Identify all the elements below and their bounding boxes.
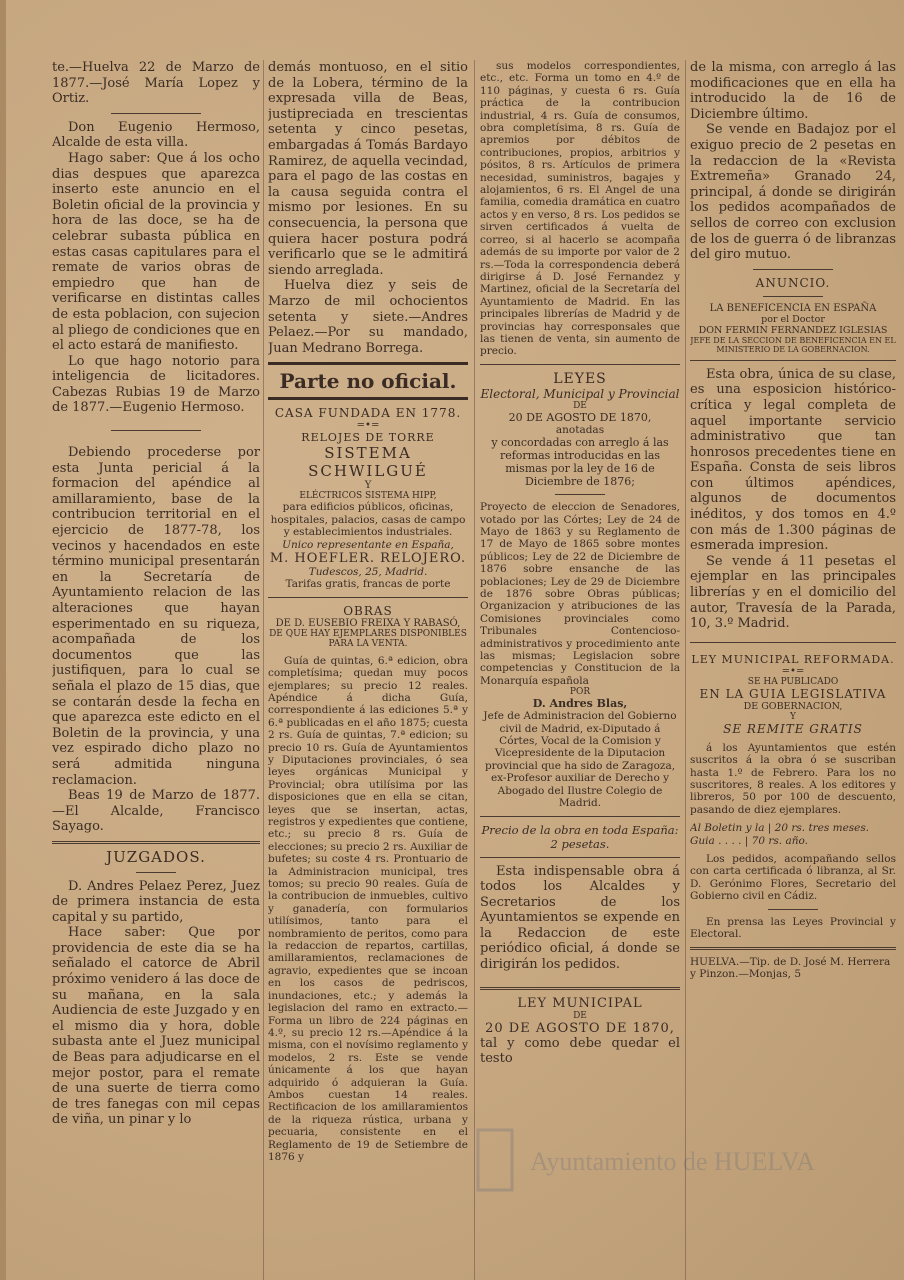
ad-line: Unico representante en España, <box>282 538 454 551</box>
divider <box>480 987 680 990</box>
ad-line: DE <box>573 400 587 411</box>
text-block: demás montuoso, en el sitio de la Lobera, término de la expresada villa de Beas, justipreciada en trescientas setenta y cinco pesetas, embargadas á Tomás Bardayo Ramirez, de aquella vecindad, para el pago de las costas en la causa seguida contra el mismo por lesiones. En su consecuencia, la persona que quiera hacer postura podrá verificarlo que se le admitirá siendo arreglada. <box>268 60 468 278</box>
text-block: Hace saber: Que por providencia de este dia se ha señalado el catorce de Abril próximo venidero á las doce de su mañana, en la sala Audiencia de este Juzgado y en el mismo dia y hora, doble subasta ante el Juez municipal de Beas para adjudicarse en el mejor postor, para el remate de una suerte de tierra como de tres fanegas con mil cepas de viña, un pinar y lo <box>52 925 260 1128</box>
imprint: HUELVA.—Tip. de D. José M. Herrera y Pinzon.—Monjas, 5 <box>690 955 891 980</box>
ad-heading: ANUNCIO. <box>755 275 831 290</box>
book-list: Guía de quintas, 6.ª edicion, obra completísima; quedan muy pocos ejemplares; su precio 12 reales. Apéndice á dicha Guía, correspondiente á las ediciones 5.ª y 6.ª publicadas en el año 1875; cuesta 2 rs. Guía de quintas, 7.ª edicion; su precio 10 rs. Guía de Ayuntamientos y Diputaciones provinciales, ó sea leyes orgánicas Municipal y Provincial; obra utilísima por las disposiciones que en ella se citan, leyes que se insertan, actas, registros y expedientes que contiene, etc.; su precio 8 rs. Guía de elecciones; su precio 2 rs. Auxiliar de bufetes; su coste 4 rs. Prontuario de la Administracion municipal, tres tomos; su precio 90 reales. Guía de la contribucion de inmuebles, cultivo y ganadería, con formularios utilísimos, tanto para el nombramiento de peritos, como para la redaccion de repartos, cartillas, amillaramientos, reclamaciones de agravio, expedientes que se incoan en los casos de pedriscos, inundaciones, etc.; y además la legislacion del ramo en extracto.—Forma un libro de 224 páginas en 4.º, su precio 12 rs.—Apéndice á la misma, con el novísimo reglamento y modelos, 2 rs. Este se vende únicamente á los que hayan adquirido ó adquieran la Guía. Ambos cuestan 14 reales. Rectificacion de los amillaramientos de la riqueza rústica, urbana y pecuaria, consistente en el Reglamento de 19 de Setiembre de 1876 y <box>268 654 468 1163</box>
ad-line: M. HOEFLER. RELOJERO. <box>269 550 467 566</box>
divider <box>136 872 176 873</box>
text-block: Se vende á 11 pesetas el ejemplar en las principales librerías y en el domicilio del autor, Travesía de la Parada, 10, 3.º Madrid. <box>690 553 896 632</box>
price-line: Guia . . . . | 70 rs. año. <box>690 834 808 847</box>
text-block: D. Andres Pelaez Perez, Juez de primera instancia de esta capital y su partido, <box>52 878 260 925</box>
column-1 <box>52 60 260 1280</box>
divider <box>480 857 680 858</box>
divider <box>555 494 605 495</box>
book-list: sus modelos correspondientes, etc., etc. Forma un tomo en 4.º de 110 páginas, y cuesta 6 rs. Guía práctica de la contribucion industrial, 4 rs. Guía de consumos, obra completísima, 8 rs. Guía de apremios por débitos de contribuciones, propios, arbitrios y pósitos, 8 rs. Artículos de primera necesidad, suministros, bagajes y alojamientos, 6 rs. El Angel de una familia, comedia dramática en cuatro actos y en verso, 8 rs. Los pedidos se sirven certificados á vuelta de correo, si al hacerlo se acompaña además de su importe por valor de 2 rs.—Toda la correspondencia deberá dirigirse á D. José Fernandez y Martinez, oficial de la Secretaría del Ayuntamiento de Madrid. En las principales librerías de Madrid y de provincias hay corresponsales que las tienen de venta, sin aumento de precio. <box>480 60 680 358</box>
ad-line: 20 DE AGOSTO DE 1870, <box>485 1020 675 1036</box>
section-heading: Parte no oficial. <box>268 362 468 400</box>
divider <box>52 841 260 844</box>
ad-line: LA BENEFICENCIA EN ESPAÑA <box>709 302 877 314</box>
text-block: Jefe de Administracion del Gobierno civil de Madrid, ex-Diputado á Córtes, Vocal de la Comision y Vicepresidente de la Diputacion provincial que ha sido de Zaragoza, ex-Profesor auxiliar de Derecho y Abogado del Ilustre Colegio de Madrid. <box>483 710 677 810</box>
ad-line: DON FERMIN FERNANDEZ IGLESIAS <box>698 324 888 336</box>
ad-line: ELÉCTRICOS SISTEMA HIPP, <box>299 491 437 502</box>
column-rule <box>685 60 686 1280</box>
divider <box>480 816 680 817</box>
ad-heading: LEY MUNICIPAL <box>517 995 643 1011</box>
column-rule <box>474 60 475 1280</box>
text-block: Hago saber: Que á los ocho dias despues que aparezca inserto este anuncio en el Boletin oficial de la provincia y hora de las doce, se ha de celebrar subasta pública en estas casas capitulares para el remate de varios obras de empiedro que han de verificarse en distintas calles de esta poblacion, con sujecion al pliego de condiciones que en el acto estará de manifiesto. <box>52 150 260 354</box>
column-4: de la misma, con arreglo á las modificaciones que en ella ha introducido la de 16 de Diciembre último. Se vende en Badajoz por el exiguo precio de 2 pesetas en la redaccion de la «Revista Extremeña» Granado 24, principal, á donde se dirigirán los pedidos acompañados de sellos de correo con exclusion de los de guerra ó de libranzas del giro mutuo. ANUNCIO. LA BENEFICENCIA EN ESPAÑA por el Doctor DON FERMIN FERNANDEZ IGLESIAS JEFE DE LA SECCION DE BENEFICENCIA EN EL MINISTERIO DE LA GOBERNACION. Esta obra, única de su clase, es una esposicion histórico-crítica y legal completa de aquel importante servicio administrativo que tan honrosos precedentes tiene en España. Consta de seis libros con últimos apéndices, algunos de documentos inéditos, y dos tomos en 4.º con más de 1.300 páginas de esmerada impresion. Se vende á 11 pesetas el ejemplar en las principales librerías y en el domicilio del autor, Travesía de la Parada, 10, 3.º Madrid. LEY MUNICIPAL REFORMADA. =•= SE HA PUBLICADO EN LA GUIA LEGISLATIVA DE GOBERNACION, Y SE REMITE GRATIS á los Ayuntamientos que estén suscritos á la obra ó se suscriban hasta 1.º de Febrero. Para los no suscritores, 8 reales. A los editores y libreros, 50 por 100 de descuento, pasando de diez ejemplares. Al Boletin y la | 20 rs. tres meses. Guia . . . . | 70 rs. año. Los pedidos, acompañando sellos con carta certificada ó libranza, al Sr. D. Gerónimo Flores, Secretario del Gobierno civil en Cádiz. En prensa las Leyes Provincial y Electoral. HUELVA.—Tip. de D. José M. Herrera y Pinzon.—Monjas, 5 <box>690 60 896 980</box>
divider <box>111 113 201 114</box>
text-block: Se vende en Badajoz por el exiguo precio de 2 pesetas en la redaccion de la «Revista Extremeña» Granado 24, principal, á donde se dirigirán los pedidos acompañados de sellos de correo con exclusion de los de guerra ó de libranzas del giro mutuo. <box>690 122 896 263</box>
ad-line: Y <box>364 480 372 492</box>
author-name: D. Andres Blas, <box>532 697 628 711</box>
ad-line: SE REMITE GRATIS <box>723 721 863 736</box>
ad-heading: LEY MUNICIPAL REFORMADA. <box>691 652 895 666</box>
divider <box>690 947 896 950</box>
text-block: Los pedidos, acompañando sellos con carta certificada ó libranza, al Sr. D. Gerónimo Flores, Secretario del Gobierno civil en Cádiz. <box>690 853 896 903</box>
ad-line: Tudescos, 25, Madrid. <box>308 565 428 578</box>
watermark-text: Ayuntamiento de HUELVA <box>530 1147 816 1176</box>
ad-line: Tarifas gratis, francas de porte <box>285 578 451 591</box>
ad-line: JEFE DE LA SECCION DE BENEFICENCIA EN EL MINISTERIO DE LA GOBERNACION. <box>690 335 896 354</box>
ad-line: Electoral, Municipal y Provincial <box>480 386 680 401</box>
ad-line: y concordadas con arreglo á las reformas introducidas en las mismas por la ley de 16 de Diciembre de 1876; <box>491 436 669 489</box>
ad-line: DE D. EUSEBIO FREIXA Y RABASÓ, <box>275 617 461 629</box>
text-block: Proyecto de eleccion de Senadores, votado por las Córtes; Ley de 24 de Mayo de 1863 y su Reglamento de 17 de Mayo de 1865 sobre montes públicos; Ley de 22 de Diciembre de 1876 sobre ensanche de las poblaciones; Ley de 29 de Diciembre de 1876 sobre Obras públicas; Organizacion y atribuciones de las Comisiones provinciales como Tribunales Contencioso-administrativos y procedimiento ante las mismas; Legislacion sobre competencias y Constitucion de la Monarquía española <box>480 501 680 687</box>
text-block: á los Ayuntamientos que estén suscritos á la obra ó se suscriban hasta 1.º de Febrero. Para los no suscritores, 8 reales. A los editores y libreros, 50 por 100 de descuento, pasando de diez ejemplares. <box>690 741 896 816</box>
price-line: Al Boletin y la | 20 rs. tres meses. <box>690 822 870 835</box>
ad-line: SISTEMA SCHWILGUÉ <box>308 444 428 481</box>
divider <box>268 597 468 598</box>
ad-line: Y <box>790 711 796 722</box>
text-block: te.—Huelva 22 de Marzo de 1877.—José María Lopez y Ortiz. <box>52 60 260 107</box>
ad-heading: LEYES <box>553 370 607 387</box>
ad-line: EN LA GUIA LEGISLATIVA <box>699 686 887 701</box>
text-block: Esta indispensable obra á todos los Alcaldes y Secretarios de los Ayuntamientos se expende en la Redaccion de este periódico oficial, á donde se dirigirán los pedidos. <box>480 863 680 973</box>
text-block: Beas 19 de Marzo de 1877. —El Alcalde, Francisco Sayago. <box>52 788 260 835</box>
ad-heading: CASA FUNDADA EN 1778. <box>274 406 462 421</box>
text-block: Debiendo procederse por esta Junta pericial á la formacion del apéndice al amillaramiento, base de la contribucion territorial en el ejercicio de 1877-78, los vecinos y hacendados en este término municipal presentarán en la Secretaría de Ayuntamiento relacion de las alteraciones que hayan esperimentado en su riqueza, acompañada de los documentos que las justifiquen, para lo cual se señala el plazo de 15 dias, que se contarán desde la fecha en que aparezca este edicto en el Boletin de la provincia, y una vez espirado dicho plazo no será admitida ninguna reclamacion. <box>52 445 260 788</box>
price-line: Precio de la obra en toda España: 2 pesetas. <box>481 822 679 851</box>
divider <box>763 296 823 297</box>
ad-line: por el Doctor <box>761 313 825 325</box>
ad-line: RELOJES DE TORRE <box>301 431 435 445</box>
divider <box>690 642 896 643</box>
ad-line: POR <box>569 687 591 698</box>
divider <box>111 430 201 431</box>
ad-line: 20 DE AGOSTO DE 1870, <box>508 410 652 424</box>
ad-heading: OBRAS <box>343 603 393 618</box>
column-3 <box>480 60 680 1280</box>
text-block: Huelva diez y seis de Marzo de mil ochocientos setenta y siete.—Andres Pelaez.—Por su mandado, Juan Medrano Borrega. <box>268 278 468 356</box>
text-block: Don Eugenio Hermoso, Alcalde de esta villa. <box>52 119 260 151</box>
text-block: En prensa las Leyes Provincial y Electoral. <box>690 915 896 941</box>
text-block: tal y como debe quedar el testo <box>480 1035 680 1067</box>
divider <box>690 360 896 361</box>
text-block: de la misma, con arreglo á las modificaciones que en ella ha introducido la de 16 de Diciembre último. <box>690 60 896 122</box>
ad-line: SE HA PUBLICADO <box>747 676 839 687</box>
text-block: Lo que hago notorio para inteligencia de licitadores. Cabezas Rubias 19 de Marzo de 1877.—Eugenio Hermoso. <box>52 353 260 416</box>
column-rule <box>263 60 264 1280</box>
ad-line: DE QUE HAY EJEMPLARES DISPONIBLES PARA LA VENTA. <box>269 628 467 649</box>
ad-line: DE GOBERNACION, <box>743 700 843 712</box>
ad-line: anotadas <box>555 423 605 436</box>
ad-line: para edificios públicos, oficinas, hospitales, palacios, casas de campo y establecimientos industriales. <box>270 501 466 539</box>
divider <box>768 909 818 910</box>
divider <box>480 364 680 365</box>
divider <box>753 269 833 270</box>
text-block: Esta obra, única de su clase, es una esposicion histórico-crítica y legal completa de aquel importante servicio administrativo que tan honrosos precedentes tiene en España. Consta de seis libros con últimos apéndices, algunos de documentos inéditos, y dos tomos en 4.º con más de 1.300 páginas de esmerada impresion. <box>690 366 896 554</box>
column-2: demás montuoso, en el sitio de la Lobera, término de la expresada villa de Beas, justipreciada en trescientas setenta y cinco pesetas, embargadas á Tomás Bardayo Ramirez, de aquella vecindad, para el pago de las costas en la causa seguida contra el mismo por lesiones. En su consecuencia, la persona que quiera hacer postura podrá verificarlo que se le admitirá siendo arreglada. Huelva diez y seis de Marzo de mil ochocientos setenta y siete.—Andres Pelaez.—Por su mandado, Juan Medrano Borrega. Parte no oficial. CASA FUNDADA EN 1778. =•= RELOJES DE TORRE SISTEMA SCHWILGUÉ Y ELÉCTRICOS SISTEMA HIPP, para edificios públicos, oficinas, hospitales, palacios, casas de campo y establecimientos industriales. Unico representante en España, M. HOEFLER. RELOJERO. Tudescos, 25, Madrid. Tarifas gratis, francas de porte OBRAS DE D. EUSEBIO FREIXA Y RABASÓ, DE QUE HAY EJEMPLARES DISPONIBLES PARA LA VENTA. Guía de quintas, 6.ª edicion, obra completísima; quedan muy pocos ejemplares; su precio 12 reales. Apéndice á dicha Guía, correspondiente á las ediciones 5.ª y 6.ª publicadas en el año 1875; cuesta 2 rs. Guía de quintas, 7.ª edicion; su precio 10 rs. Guía de Ayuntamientos y Diputaciones provinciales, ó sea leyes orgánicas Municipal y Provincial; obra utilísima por las disposiciones que en ella se citan, leyes que se insertan, actas, registros y expedientes que contiene, etc.; su precio 8 rs. Guía de elecciones; su precio 2 rs. Auxiliar de bufetes; su coste 4 rs. Prontuario de la Administracion municipal, tres tomos; su precio 90 reales. Guía de la contribucion de inmuebles, cultivo y ganadería, con formularios utilísimos, tanto para el nombramiento de peritos, como para la redaccion de repartos, cartillas, amillaramientos, reclamaciones de agravio, expedientes que se incoan en los casos de pedriscos, inundaciones, etc.; y además la legislacion del ramo en extracto.—Forma un libro de 224 páginas en 4.º, su precio 12 rs.—Apéndice á la misma, con el novísimo reglamento y modelos, 2 rs. Este se vende únicamente á los que hayan adquirido ó adquieran la Guía. Ambos cuestan 14 reales. Rectificacion de los amillaramientos de la riqueza rústica, urbana y pecuaria, consistente en el Reglamento de 19 de Setiembre de 1876 y <box>268 60 468 1163</box>
ad-line: DE <box>573 1010 587 1021</box>
section-heading: JUZGADOS. <box>106 847 206 866</box>
